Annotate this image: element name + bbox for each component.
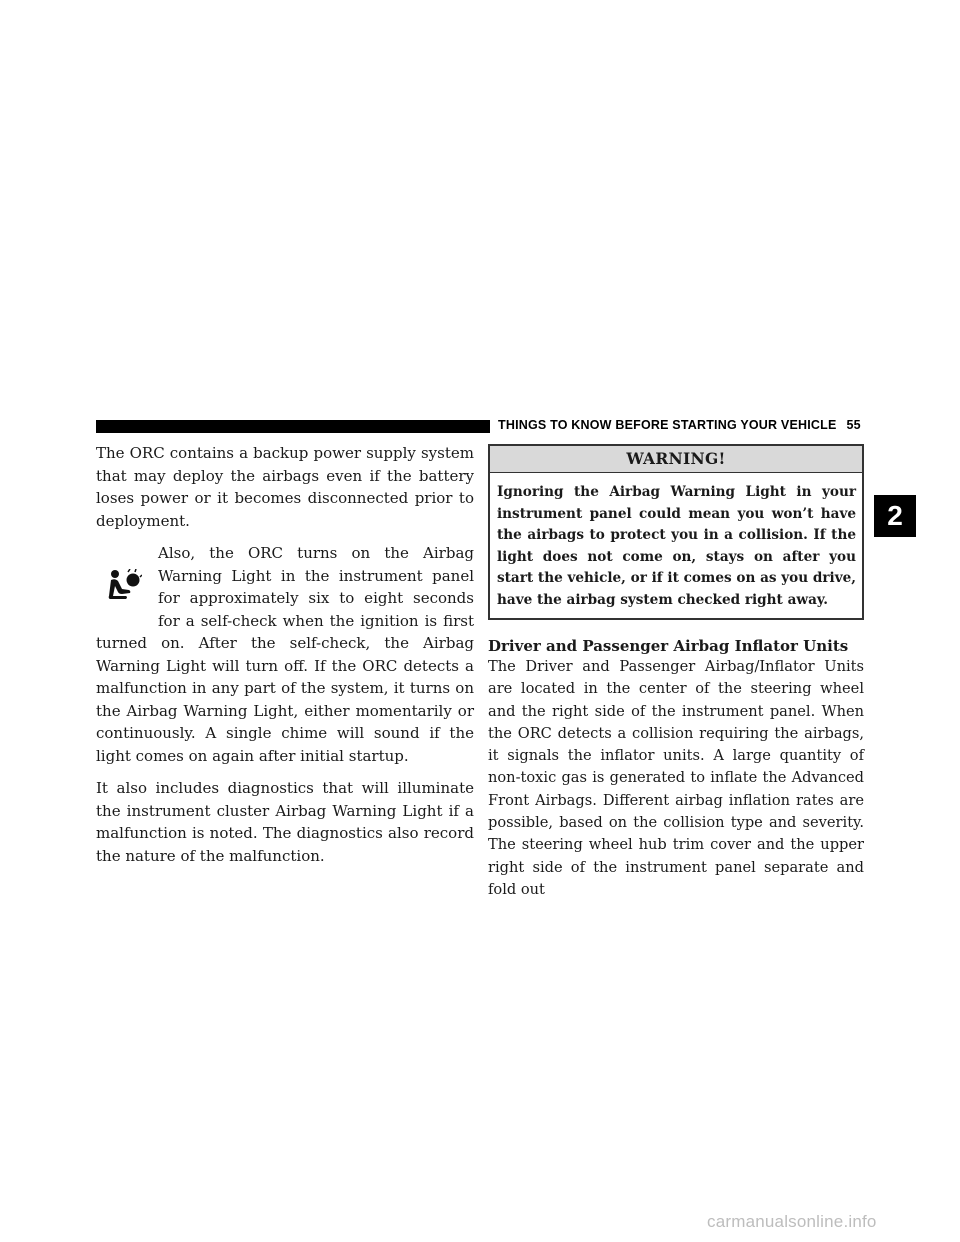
airbag-warning-icon bbox=[96, 552, 152, 620]
right-column bbox=[488, 444, 864, 901]
page-number: 55 bbox=[846, 418, 861, 432]
watermark: carmanualsonline.info bbox=[707, 1212, 877, 1231]
header-title: THINGS TO KNOW BEFORE STARTING YOUR VEHICLE bbox=[498, 418, 837, 432]
warning-body: Ignoring the Airbag Warning Light in your instrument panel could mean you won’t have the airbags to protect you in a collision. If the light does not come on, stays on after you start the vehicle, or if it comes on as you drive, have the airbag system checked right away. bbox=[497, 484, 856, 608]
paragraph-warning-light-text: Also, the ORC turns on the Airbag Warning Light in the instrument panel for approximately six to eight seconds for a self-check when the ignition is first turned on. After the self-check, the Airbag Warning Light will turn off. If the ORC detects a malfunction in any part of the system, it turns on the Airbag Warning Light, either momentarily or continuously. A single chime will sound if the light comes on again after initial startup. bbox=[96, 544, 474, 765]
section-heading: Driver and Passenger Airbag Inflator Units bbox=[488, 637, 849, 655]
section-body: The Driver and Passenger Airbag/Inflator Units are located in the center of the steering wheel and the right side of the instrument panel. When the ORC detects a collision requiring the airbags, it signals the inflator units. A large quantity of non-toxic gas is generated to inflate the Advanced Front Airbags. Different airbag inflation rates are possible, based on the collision type and severity. The steering wheel hub trim cover and the upper right side of the instrument panel separate and fold out bbox=[488, 658, 864, 898]
paragraph-warning-light bbox=[96, 542, 474, 767]
paragraph-backup-power: The ORC contains a backup power supply system that may deploy the airbags even if the battery loses power or it becomes disconnected prior to deployment. bbox=[96, 444, 474, 530]
chapter-tab: 2 bbox=[874, 495, 916, 537]
warning-title: WARNING! bbox=[490, 446, 862, 473]
warning-box bbox=[488, 444, 864, 620]
left-column bbox=[96, 442, 474, 877]
running-header bbox=[498, 418, 861, 432]
paragraph-diagnostics: It also includes diagnostics that will illuminate the instrument cluster Airbag Warning Light if a malfunction is noted. The diagnostics also record the nature of the malfunction. bbox=[96, 779, 474, 865]
header-rule bbox=[96, 420, 490, 433]
